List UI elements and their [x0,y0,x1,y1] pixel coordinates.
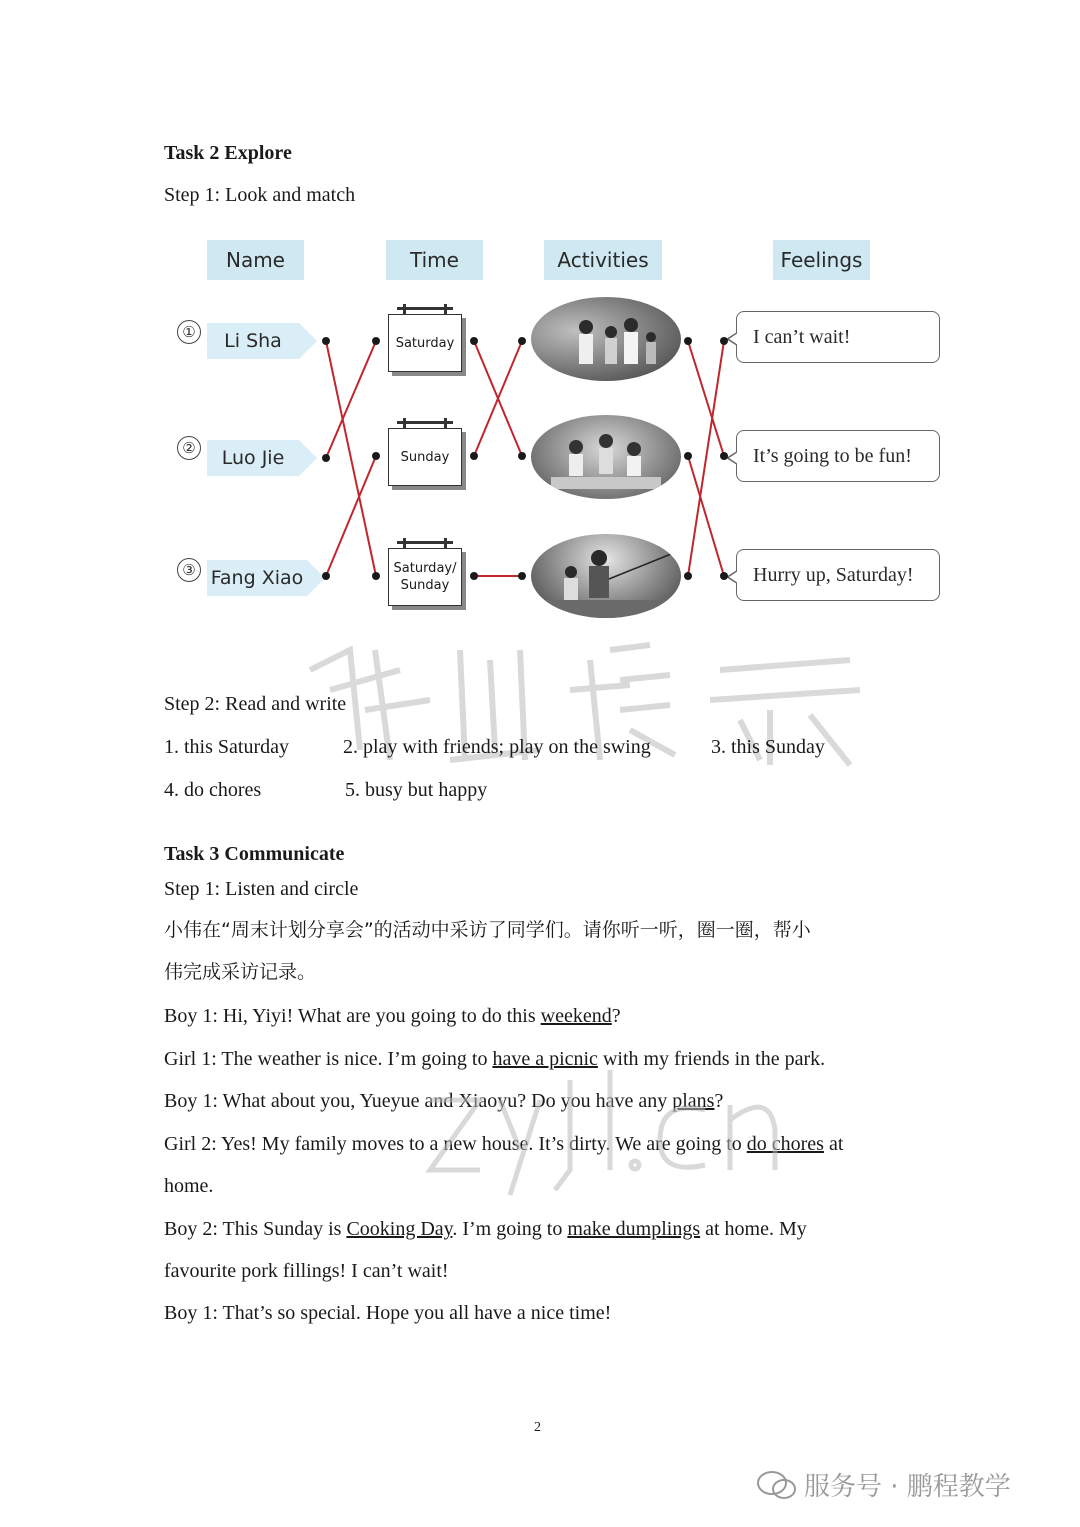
line-walk-fun [688,341,724,456]
feeling-bubble-3: Hurry up, Saturday! [736,549,940,601]
line-lisha-saturday-sunday [326,341,376,576]
answer-make-dumplings: make dumplings [567,1218,701,1240]
dialogue-line-6: Boy 1: That’s so special. Hope you all have a nice time! [164,1302,612,1324]
wechat-icon [756,1469,798,1501]
task2-title: Task 2 Explore [164,142,292,164]
line-luojie-saturday [326,341,376,458]
header-feelings: Feelings [773,240,870,280]
watermark-site-graphic [420,1060,840,1200]
dialogue-2-end: with my friends in the park. [597,1048,826,1070]
dialogue-4-text: Girl 2: Yes! My family moves to a new house. It’s dirty. We are going to [164,1133,747,1155]
line-fishing-wait [688,341,724,576]
page-number: 2 [534,1420,541,1435]
answer-3: 3. this Sunday [711,736,825,758]
line-fangxiao-sunday [326,456,376,576]
number-2: ② [177,436,201,460]
answer-have-a-picnic: have a picnic [492,1048,598,1070]
footer-watermark [756,1466,1011,1503]
dialogue-1-text: Boy 1: Hi, Yiyi! What are you going to do this [164,1005,541,1027]
dialogue-line-5b: favourite pork fillings! I can’t wait! [164,1260,449,1282]
answer-4: 4. do chores [164,779,262,801]
calendar-1-label: Saturday [395,335,455,351]
header-name: Name [207,240,304,280]
dialogue-5-text: Boy 2: This Sunday is [164,1218,347,1240]
dialogue-4-end: at [823,1133,844,1155]
header-activities: Activities [544,240,662,280]
name-tag-1: Li Sha [207,323,299,359]
dialogue-5-mid: . I’m going to [452,1218,568,1240]
matching-lines [0,0,1080,640]
name-tag-2: Luo Jie [207,440,299,476]
answer-plans: plans [672,1090,715,1112]
feeling-bubble-1: I can’t wait! [736,311,940,363]
task3-step1: Step 1: Listen and circle [164,878,359,900]
feeling-bubble-2: It’s going to be fun! [736,430,940,482]
number-1: ① [177,320,201,344]
answer-5: 5. busy but happy [345,779,488,801]
dialogue-5-end: at home. My [700,1218,807,1240]
answer-1: 1. this Saturday [164,736,289,758]
instruction-line-1: 小伟在“周末计划分享会”的活动中采访了同学们。请你听一听，圈一圈，帮小 [164,919,811,941]
answer-weekend: weekend [540,1005,612,1027]
calendar-2-label: Sunday [400,449,450,465]
dialogue-2-text: Girl 1: The weather is nice. I’m going to [164,1048,493,1070]
task3-title: Task 3 Communicate [164,843,345,865]
header-time: Time [386,240,483,280]
task2-step2: Step 2: Read and write [164,693,347,715]
dialogue-line-5 [164,1217,807,1241]
answer-do-chores: do chores [746,1133,824,1155]
name-tag-3: Fang Xiao [207,560,307,596]
dialogue-1-end: ? [611,1005,621,1027]
dialogue-3-text: Boy 1: What about you, Yueyue and Xiaoyu? Do you have any [164,1090,673,1112]
dialogue-line-4b: home. [164,1175,214,1197]
dialogue-line-1 [164,1004,621,1028]
calendar-3-label: Saturday/ Sunday [393,561,457,593]
footer-watermark-text: 服务号 · 鹏程教学 [804,1472,1011,1502]
line-picnic-hurry [688,456,724,576]
instruction-line-2: 伟完成采访记录。 [164,961,317,983]
task2-step1: Step 1: Look and match [164,184,356,206]
answer-cooking-day: Cooking Day [346,1218,453,1240]
dialogue-3-end: ? [714,1090,724,1112]
number-3: ③ [177,558,201,582]
answer-2: 2. play with friends; play on the swing [343,736,651,758]
